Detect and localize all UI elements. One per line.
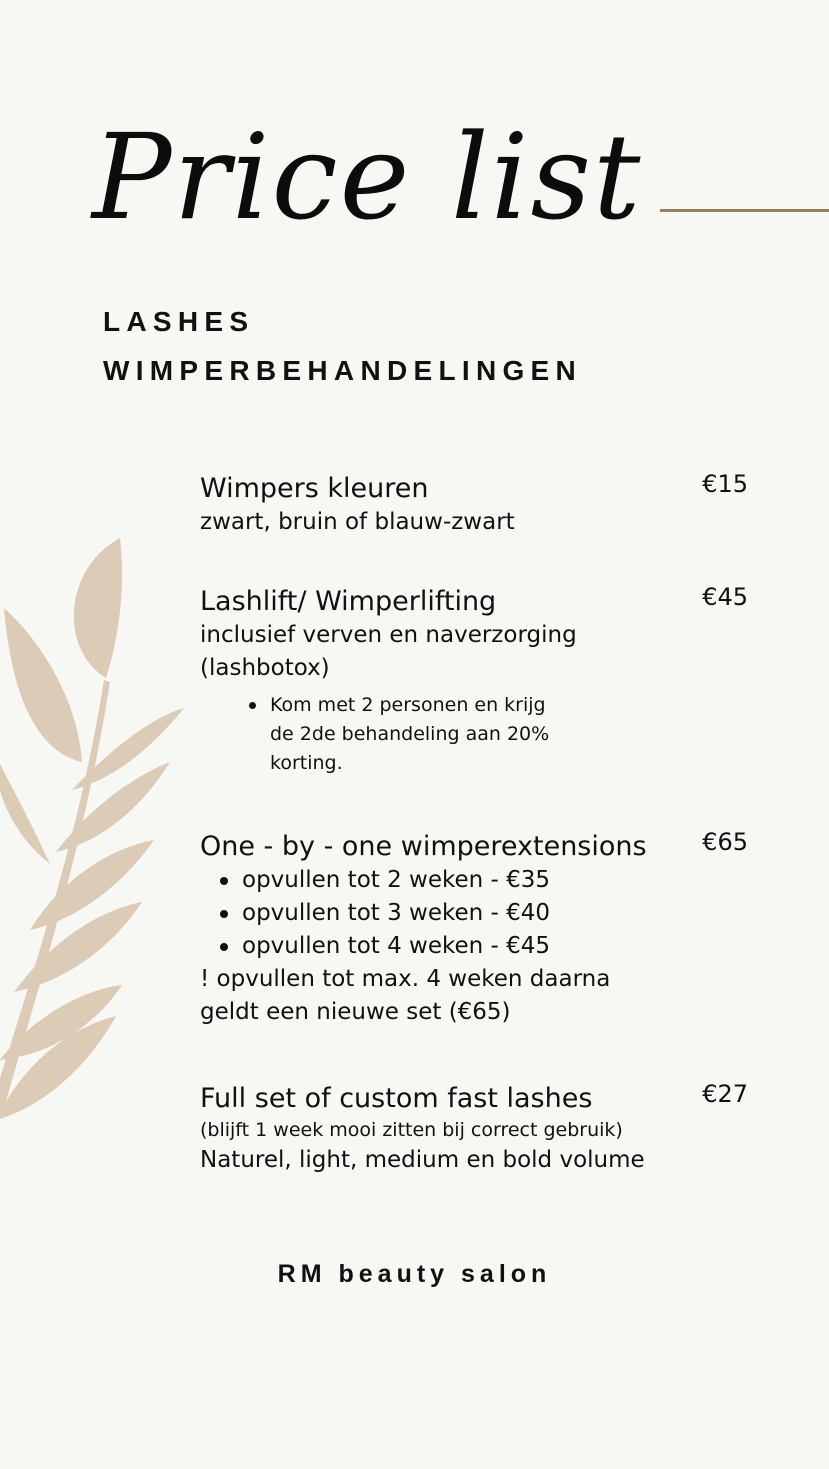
- category-title: LASHES: [103, 306, 255, 337]
- item-name: Full set of custom fast lashes: [200, 1083, 593, 1114]
- page-title: Price list: [92, 108, 643, 246]
- title-rule: [660, 209, 829, 212]
- option-item: opvullen tot 2 weken - €35: [200, 864, 750, 897]
- price-item: [200, 585, 750, 778]
- item-description: Naturel, light, medium en bold volume: [200, 1147, 645, 1173]
- option-list: [200, 864, 750, 963]
- option-item: opvullen tot 4 weken - €45: [200, 930, 750, 963]
- item-small-note: (blijft 1 week mooi zitten bij correct gebruik): [200, 1119, 623, 1141]
- item-remark: ! opvullen tot max. 4 weken daarna: [200, 966, 611, 992]
- price-item: [200, 830, 750, 1029]
- item-name: One - by - one wimperextensions: [200, 831, 647, 862]
- price-item: [200, 1082, 750, 1177]
- item-description: (lashbotox): [200, 655, 330, 681]
- item-remark: geldt een nieuwe set (€65): [200, 999, 511, 1025]
- item-description: zwart, bruin of blauw-zwart: [200, 509, 515, 535]
- price-item: [200, 472, 750, 539]
- category-subtitle: WIMPERBEHANDELINGEN: [103, 355, 583, 386]
- item-description: inclusief verven en naverzorging: [200, 622, 577, 648]
- item-name: Wimpers kleuren: [200, 473, 429, 504]
- item-price: €27: [702, 1080, 748, 1108]
- offer-note: Kom met 2 personen en krijg de 2de behandeling aan 20% korting.: [200, 691, 560, 778]
- brand-name: RM beauty salon: [277, 1260, 552, 1288]
- item-price: €65: [702, 828, 748, 856]
- offer-list: [200, 691, 560, 778]
- item-name: Lashlift/ Wimperlifting: [200, 586, 497, 617]
- leaf-branch-icon: [0, 530, 190, 1120]
- item-price: €15: [702, 470, 748, 498]
- option-item: opvullen tot 3 weken - €40: [200, 897, 750, 930]
- item-price: €45: [702, 583, 748, 611]
